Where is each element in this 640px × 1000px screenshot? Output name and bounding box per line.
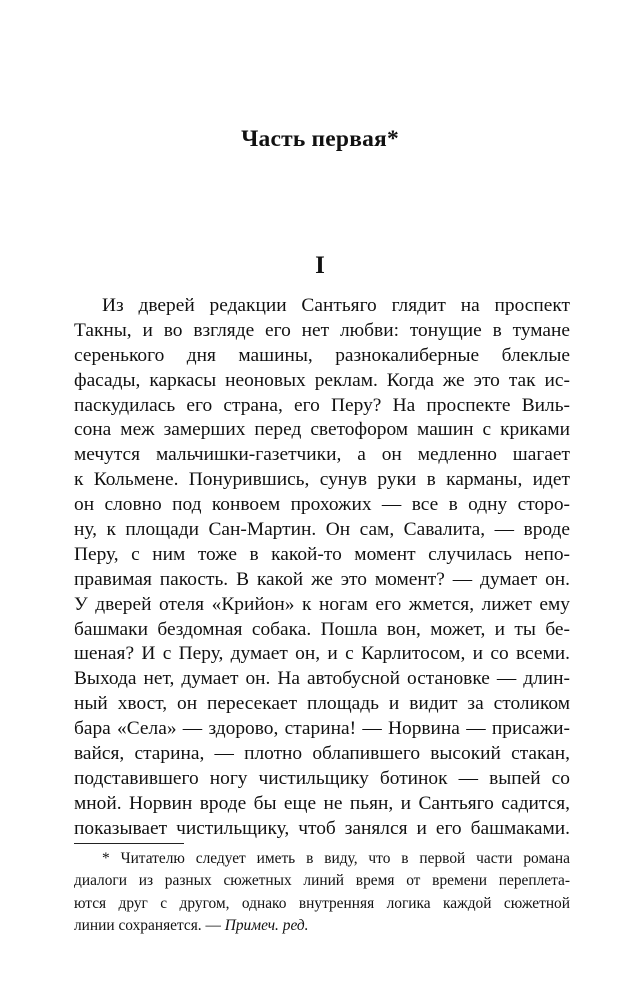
body-line: мечутся мальчишки-газетчики, а он медленно шагает	[74, 444, 570, 466]
body-line: он словно под конвоем прохожих — все в одну сторо-	[74, 494, 570, 516]
body-line: бара «Села» — здорово, старина! — Норвина — присажи-	[74, 718, 570, 740]
footnote-line: ются друг с другом, однако внутренняя логика каждой сюжетной	[74, 894, 570, 912]
chapter-number: I	[315, 252, 325, 279]
body-line: У дверей отеля «Крийон» к ногам его жмется, лижет ему	[74, 593, 570, 615]
body-text	[74, 294, 570, 842]
body-line: Перу, с ним тоже в какой-то момент случилась непо-	[74, 543, 570, 565]
footnote-editor-note: Примеч. ред.	[224, 917, 309, 935]
body-line: ну, к площади Сан-Мартин. Он сам, Савалита, — вроде	[74, 519, 570, 541]
footnote-line: * Читателю следует иметь в виду, что в первой части романа	[102, 850, 570, 867]
body-line: подставившего ногу чистильщику ботинок — выпей со	[74, 767, 570, 789]
body-line: Такны, и во взгляде его нет любви: тонущие в тумане	[74, 319, 570, 341]
footnote-last-text: линии сохраняется. —	[74, 917, 225, 935]
body-line: правимая пакость. В какой же это момент? — думает он.	[74, 568, 570, 590]
body-line: сона меж замерших перед светофором машин с криками	[74, 419, 570, 441]
body-line: фасады, каркасы неоновых реклам. Когда же это так ис-	[74, 369, 570, 391]
body-line: паскудилась его страна, его Перу? На проспекте Виль-	[74, 394, 570, 416]
body-line: вайся, старина, — плотно облапившего высокий стакан,	[74, 743, 570, 765]
body-line: ный хвост, он пересекает площадь и видит за столиком	[74, 693, 570, 715]
body-line: Выхода нет, думает он. На автобусной остановке — длин-	[74, 668, 570, 690]
body-line: серенького дня машины, разнокалиберные блеклые	[74, 344, 570, 366]
body-line: башмаки бездомная собака. Пошла вон, может, и ты бе-	[74, 618, 570, 640]
body-line: Из дверей редакции Сантьяго глядит на проспект	[102, 295, 570, 316]
body-line: к Кольмене. Понурившись, сунув руки в карманы, идет	[74, 469, 570, 491]
footnote-separator	[74, 843, 184, 844]
footnote	[74, 848, 570, 938]
body-line: мной. Норвин вроде бы еще не пьян, и Сантьяго садится,	[74, 792, 570, 814]
footnote-last-line	[74, 915, 570, 937]
footnote-line: диалоги из разных сюжетных линий время от времени переплета-	[74, 872, 570, 890]
body-line: показывает чистильщику, чтоб занялся и его башмаками.	[74, 817, 570, 839]
part-title: Часть первая*	[241, 126, 399, 152]
body-line: шеная? И с Перу, думает он, и с Карлитосом, и со всеми.	[74, 643, 570, 665]
